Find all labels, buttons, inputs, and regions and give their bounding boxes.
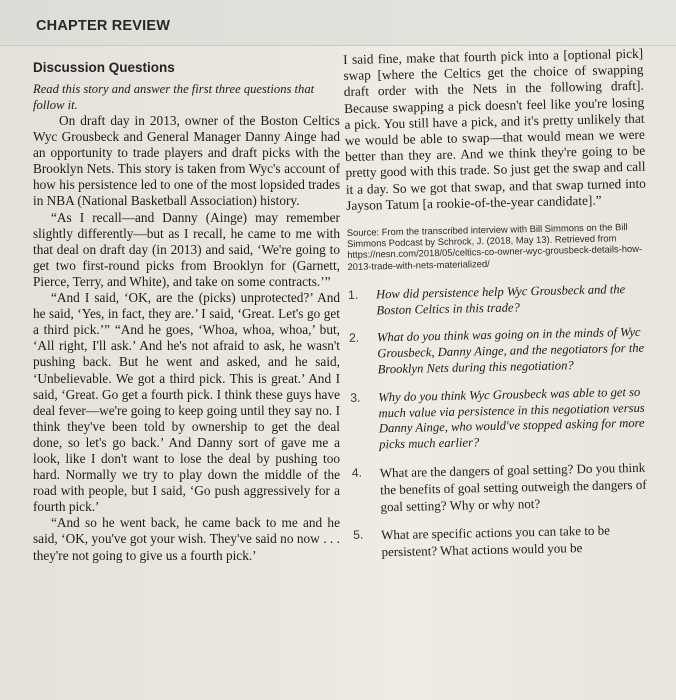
- story-paragraph: “And so he went back, he came back to me and he said, ‘OK, you've got your wish. They've said no now . . . they're not going to give us a fourth pick.’: [33, 515, 340, 563]
- question-item: [352, 460, 653, 517]
- question-number: 5.: [352, 528, 364, 543]
- source-citation: Source: From the transcribed interview with Bill Simmons on the Bill Simmons Podcast by Schrock, J. (2018, May 13). Retrieved from https://nesn.com/2018/05/celtics-co-owner-wyc-grousbeck-details-how-2013-trade-with-nets-materialized/: [346, 221, 643, 272]
- question-list: [348, 282, 654, 562]
- story-continuation: [343, 46, 646, 214]
- question-number: 1.: [347, 287, 359, 302]
- question-number: 3.: [350, 390, 361, 405]
- chapter-header: [0, 0, 676, 46]
- chapter-review-title: CHAPTER REVIEW: [36, 18, 171, 34]
- question-text: How did persistence help Wyc Grousbeck and the Boston Celtics in this trade?: [375, 281, 626, 317]
- question-text: What do you think was going on in the minds of Wyc Grousbeck, Danny Ainge, and the negotiators for the Brooklyn Nets during this negotiation?: [376, 325, 645, 377]
- discussion-questions-heading: Discussion Questions: [33, 60, 175, 75]
- question-item: [350, 384, 651, 453]
- instructions-text: Read this story and answer the first three questions that follow it.: [33, 82, 315, 112]
- question-text: Why do you think Wyc Grousbeck was able to get so much value via persistence in this negotiation versus Danny Ainge, who would've stopped asking for more picks much earlier?: [378, 384, 645, 452]
- question-number: 4.: [351, 465, 363, 480]
- question-item: [353, 522, 654, 562]
- question-number: 2.: [348, 331, 360, 346]
- right-column: [343, 46, 654, 574]
- question-text: What are specific actions you can take to be persistent? What actions would you be: [380, 522, 611, 560]
- story-paragraph: “As I recall—and Danny (Ainge) may remember slightly differently—but as I recall, he came to me with that deal on draft day (in 2013) and said, ‘We're going to get two first-round picks from Brooklyn for (Garnett, Pierce, Terry, and White), and take on some contracts.’”: [33, 209, 340, 289]
- left-column: [33, 60, 340, 564]
- story-paragraph: On draft day in 2013, owner of the Boston Celtics Wyc Grousbeck and General Manager Danny Ainge had an opportunity to trade players and draft picks with the Brooklyn Nets. This story is taken from Wyc's account of how his persistence led to one of the most lopsided trades in NBA (National Basketball Association) history.: [33, 113, 340, 209]
- story-paragraph: “And I said, ‘OK, are the (picks) unprotected?’ And he said, ‘Yes, in fact, they are.’ I said, ‘Great. Let's go get a third pick.’” “And he goes, ‘Whoa, whoa, whoa,’ but, ‘All right, I'll ask.’ And he's not afraid to ask, he wasn't pushing back. But he went and asked, and he said, ‘Unbelievable. We got a third pick. This is great.’ And I said, ‘Great. Go get a fourth pick. I think these guys have deal fever—we're going to keep going until they say no. I think they've been told by ownership to get the deal done, so let's go back.’ And Danny sort of gave me a look, like I don't want to lose the deal by pushing too hard. Normally we try to play down the middle of the road with people, but I said, ‘Go push aggressively for a fourth pick.’: [33, 290, 340, 515]
- question-item: [349, 325, 650, 379]
- story-text: [33, 113, 340, 564]
- story-paragraph: I said fine, make that fourth pick into a [optional pick] swap [where the Celtics get the choice of swapping draft order with the Nets in the following draft]. Because swapping a pick doesn't feel like you're losing a pick. You still have a pick, and it's pretty unlikely that we would be able to swap—that would mean we were better than they are. And we think they're going to be pretty good with this trade. So just get the swap and call it a day. So we got that swap, and that swap turned into Jayson Tatum [a rookie-of-the-year candidate].”: [343, 45, 646, 213]
- question-item: [348, 282, 649, 320]
- question-text: What are the dangers of goal setting? Do you think the benefits of goal setting outweigh the dangers of goal setting? Why or why not?: [379, 459, 647, 514]
